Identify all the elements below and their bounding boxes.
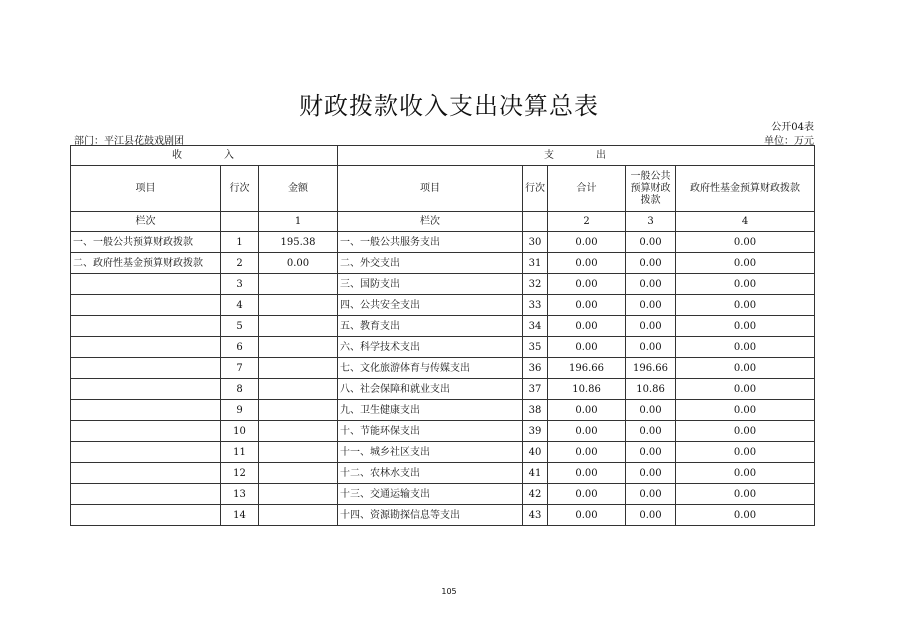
expense-item-cell: 七、文化旅游体育与传媒支出 [338,358,523,379]
amount-cell [259,400,338,421]
fund-budget-cell: 0.00 [676,421,815,442]
total-cell: 0.00 [548,442,626,463]
table-row [71,316,815,337]
section-header-row [71,146,815,166]
income-item-cell [71,337,221,358]
table-row [71,232,815,253]
amount-cell [259,442,338,463]
income-item-cell [71,358,221,379]
income-item-cell [71,442,221,463]
fund-budget-cell: 0.00 [676,358,815,379]
column-number-2: 2 [548,212,626,232]
table-row [71,421,815,442]
table-row [71,379,815,400]
column-number-4: 4 [676,212,815,232]
income-section-header: 收 入 [71,146,338,166]
general-budget-cell: 0.00 [626,316,676,337]
expense-item-cell: 三、国防支出 [338,274,523,295]
expense-line-cell: 39 [523,421,548,442]
income-line-cell: 9 [221,400,259,421]
table-row [71,358,815,379]
department-label: 部门：平江县花鼓戏剧团 [74,136,184,147]
fund-budget-cell: 0.00 [676,442,815,463]
general-budget-header: 一般公共预算财政拨款 [626,166,676,212]
income-line-cell: 2 [221,253,259,274]
table-row [71,337,815,358]
income-line-cell: 12 [221,463,259,484]
fund-budget-header: 政府性基金预算财政拨款 [676,166,815,212]
total-cell: 0.00 [548,295,626,316]
fund-budget-cell: 0.00 [676,484,815,505]
total-cell: 0.00 [548,232,626,253]
income-line-cell: 8 [221,379,259,400]
column-label-left: 栏次 [71,212,221,232]
expense-line-header: 行次 [523,166,548,212]
total-cell: 10.86 [548,379,626,400]
general-budget-cell: 0.00 [626,505,676,526]
page-number: 105 [441,587,457,596]
total-cell: 0.00 [548,463,626,484]
fund-budget-cell: 0.00 [676,295,815,316]
income-item-cell [71,379,221,400]
income-line-cell: 5 [221,316,259,337]
fund-budget-cell: 0.00 [676,253,815,274]
fund-budget-cell: 0.00 [676,379,815,400]
expense-line-cell: 30 [523,232,548,253]
income-line-cell: 10 [221,421,259,442]
total-cell: 0.00 [548,400,626,421]
amount-cell [259,316,338,337]
expense-item-header: 项目 [338,166,523,212]
income-item-cell [71,421,221,442]
table-row [71,295,815,316]
amount-cell [259,484,338,505]
total-cell: 0.00 [548,421,626,442]
amount-cell [259,463,338,484]
expense-item-cell: 二、外交支出 [338,253,523,274]
expense-line-cell: 31 [523,253,548,274]
general-budget-cell: 196.66 [626,358,676,379]
expense-item-cell: 十一、城乡社区支出 [338,442,523,463]
fund-budget-cell: 0.00 [676,337,815,358]
expense-line-cell: 41 [523,463,548,484]
income-line-cell: 3 [221,274,259,295]
general-budget-cell: 0.00 [626,442,676,463]
amount-cell [259,421,338,442]
expense-item-cell: 一、一般公共服务支出 [338,232,523,253]
income-item-cell [71,274,221,295]
income-item-cell [71,316,221,337]
fund-budget-cell: 0.00 [676,274,815,295]
amount-cell: 195.38 [259,232,338,253]
total-cell: 0.00 [548,505,626,526]
expense-item-cell: 十二、农林水支出 [338,463,523,484]
expense-section-header: 支 出 [338,146,815,166]
general-budget-cell: 0.00 [626,337,676,358]
expense-item-cell: 十、节能环保支出 [338,421,523,442]
total-cell: 0.00 [548,337,626,358]
income-line-header: 行次 [221,166,259,212]
table-row [71,274,815,295]
fund-budget-cell: 0.00 [676,232,815,253]
column-number-1: 1 [259,212,338,232]
total-cell: 0.00 [548,484,626,505]
expense-item-cell: 八、社会保障和就业支出 [338,379,523,400]
income-line-cell: 13 [221,484,259,505]
expense-line-cell: 33 [523,295,548,316]
income-line-cell: 11 [221,442,259,463]
column-header-row [71,166,815,212]
expense-line-cell: 42 [523,484,548,505]
total-cell: 196.66 [548,358,626,379]
page-title: 财政拨款收入支出决算总表 [299,92,599,120]
general-budget-cell: 0.00 [626,463,676,484]
table-row [71,463,815,484]
expense-line-cell: 34 [523,316,548,337]
expense-item-cell: 六、科学技术支出 [338,337,523,358]
general-budget-cell: 0.00 [626,232,676,253]
expense-item-cell: 四、公共安全支出 [338,295,523,316]
expense-item-cell: 九、卫生健康支出 [338,400,523,421]
income-item-cell [71,295,221,316]
income-line-cell: 6 [221,337,259,358]
expense-item-cell: 十三、交通运输支出 [338,484,523,505]
expense-line-cell: 35 [523,337,548,358]
fund-budget-cell: 0.00 [676,316,815,337]
unit-label: 单位：万元 [764,136,814,147]
general-budget-cell: 0.00 [626,484,676,505]
general-budget-cell: 0.00 [626,421,676,442]
expense-line-cell: 43 [523,505,548,526]
table-row [71,442,815,463]
column-label-right: 栏次 [338,212,523,232]
income-item-cell [71,463,221,484]
general-budget-cell: 10.86 [626,379,676,400]
income-line-cell: 14 [221,505,259,526]
column-number-3: 3 [626,212,676,232]
general-budget-cell: 0.00 [626,274,676,295]
expense-item-cell: 十四、资源勘探信息等支出 [338,505,523,526]
amount-cell: 0.00 [259,253,338,274]
income-item-cell: 一、一般公共预算财政拨款 [71,232,221,253]
column-number-row [71,212,815,232]
fund-budget-cell: 0.00 [676,463,815,484]
amount-cell [259,379,338,400]
expense-line-cell: 38 [523,400,548,421]
general-budget-cell: 0.00 [626,295,676,316]
income-item-cell: 二、政府性基金预算财政拨款 [71,253,221,274]
amount-cell [259,337,338,358]
expense-item-cell: 五、教育支出 [338,316,523,337]
general-budget-cell: 0.00 [626,253,676,274]
expense-line-cell: 36 [523,358,548,379]
fund-budget-cell: 0.00 [676,505,815,526]
budget-table [70,145,815,526]
table-row [71,505,815,526]
expense-line-cell: 37 [523,379,548,400]
amount-cell [259,295,338,316]
amount-cell [259,274,338,295]
income-item-header: 项目 [71,166,221,212]
income-item-cell [71,400,221,421]
total-cell: 0.00 [548,274,626,295]
table-row [71,400,815,421]
amount-cell [259,505,338,526]
general-budget-cell: 0.00 [626,400,676,421]
form-number: 公开04表 [771,122,814,133]
amount-header: 金额 [259,166,338,212]
income-line-cell: 1 [221,232,259,253]
amount-cell [259,358,338,379]
expense-line-cell: 40 [523,442,548,463]
expense-line-cell: 32 [523,274,548,295]
total-header: 合计 [548,166,626,212]
table-row [71,253,815,274]
fund-budget-cell: 0.00 [676,400,815,421]
income-item-cell [71,505,221,526]
total-cell: 0.00 [548,253,626,274]
income-line-cell: 7 [221,358,259,379]
total-cell: 0.00 [548,316,626,337]
income-item-cell [71,484,221,505]
income-line-cell: 4 [221,295,259,316]
table-row [71,484,815,505]
